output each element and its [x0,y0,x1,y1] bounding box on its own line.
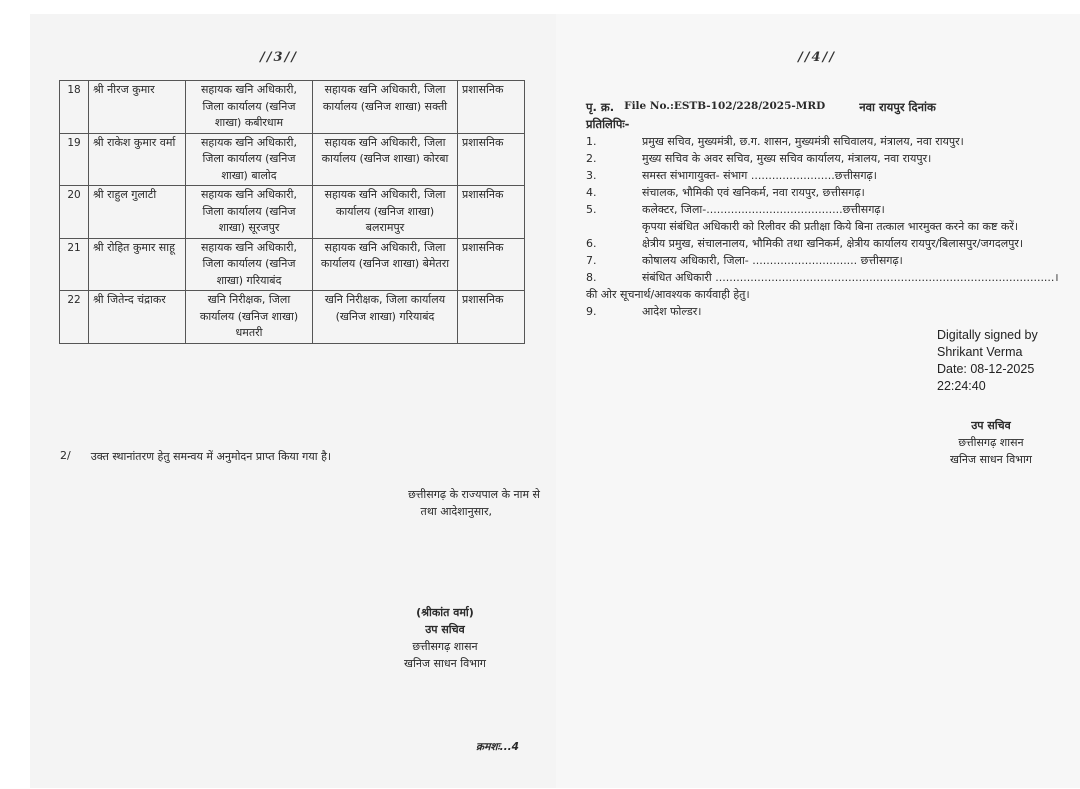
note-number: 2/ [60,449,71,462]
copy-to-list [586,133,1070,320]
continued-marker: क्रमशः...4 [476,741,519,753]
copy-list-item [586,218,1070,235]
copy-list-item [586,269,1070,286]
copy-item-number: 7. [586,254,597,267]
to-post-cell: सहायक खनि अधिकारी, जिला कार्यालय (खनिज शाखा) सक्ती [313,81,458,134]
copy-item-text: आदेश फोल्डर। [642,305,702,318]
governor-line-2: तथा आदेशानुसार, [420,505,492,518]
approval-note [60,449,331,464]
copy-list-item [586,150,1070,167]
copy-item-number: 2. [586,152,597,165]
copy-item-number: 1. [586,135,597,148]
copy-item-text: मुख्य सचिव के अवर सचिव, मुख्य सचिव कार्यालय, मंत्रालय, नवा रायपुर। [642,152,932,165]
note-text: उक्त स्थानांतरण हेतु समन्वय में अनुमोदन प्राप्त किया गया है। [90,450,332,463]
copy-item-number: 5. [586,203,597,216]
copy-item-number: 3. [586,169,597,182]
serial-cell: 18 [60,81,89,134]
document-page-4 [556,14,1080,788]
to-post-cell: खनि निरीक्षक, जिला कार्यालय (खनिज शाखा) गरियाबंद [313,291,458,344]
governor-line-1: छत्तीसगढ़ के राज्यपाल के नाम से [408,488,540,501]
copy-list-item [586,303,1070,320]
file-number: File No.:ESTB-102/228/2025-MRD [624,100,826,112]
from-post-cell: सहायक खनि अधिकारी, जिला कार्यालय (खनिज शाखा) गरियाबंद [186,238,313,291]
from-post-cell: सहायक खनि अधिकारी, जिला कार्यालय (खनिज शाखा) कबीरधाम [186,81,313,134]
officer-title: उप सचिव [425,623,465,636]
copy-list-item [586,201,1070,218]
page-number: //4// [798,50,837,65]
copy-list-item [586,133,1070,150]
name-cell: श्री जितेन्द चंद्राकर [89,291,186,344]
table-row [60,81,525,134]
from-post-cell: खनि निरीक्षक, जिला कार्यालय (खनिज शाखा) धमतरी [186,291,313,344]
officer-title: उप सचिव [971,419,1011,432]
transfer-type-cell: प्रशासनिक [458,133,525,186]
transfer-type-cell: प्रशासनिक [458,238,525,291]
officer-govt: छत्तीसगढ़ शासन [958,436,1024,449]
reference-line [586,100,1066,115]
ref-place-date: नवा रायपुर दिनांक [859,100,936,114]
copy-item-number: 9. [586,305,597,318]
copy-item-text: कृपया संबंधित अधिकारी को रिलीवर की प्रतीक्षा किये बिना तत्काल भारमुक्त करने का कष्ट करें। [642,220,1019,233]
copy-item-number: 8. [586,271,597,284]
dsig-line-3: Date: 08-12-2025 [937,362,1035,376]
copy-list-item [586,184,1070,201]
copy-item-text: क्षेत्रीय प्रमुख, संचालनालय, भौमिकी तथा खनिकर्म, क्षेत्रीय कार्यालय रायपुर/बिलासपुर/जगदलपुर। [642,237,1024,250]
copy-item-text: संचालक, भौमिकी एवं खनिकर्म, नवा रायपुर, छत्तीसगढ़। [642,186,865,199]
transfer-table [59,80,525,344]
serial-cell: 21 [60,238,89,291]
page-number: //3// [260,50,299,65]
name-cell: श्री नीरज कुमार [89,81,186,134]
governor-order-block [350,486,540,520]
table-row [60,133,525,186]
document-page-3 [30,14,558,788]
serial-cell: 20 [60,186,89,239]
to-post-cell: सहायक खनि अधिकारी, जिला कार्यालय (खनिज शाखा) बेमेतरा [313,238,458,291]
ref-prefix: पृ. क्र. [586,100,615,114]
dsig-line-1: Digitally signed by [937,328,1038,342]
table-row [60,291,525,344]
copy-item-text: कोषालय अधिकारी, जिला- .............................. छत्तीसगढ़। [642,254,903,267]
officer-signature-block [906,417,1076,468]
copy-item-number [586,218,642,235]
officer-govt: छत्तीसगढ़ शासन [412,640,478,653]
copy-to-heading: प्रतिलिपिः- [586,117,630,131]
copy-list-item [586,252,1070,269]
copy-item-text: कलेक्टर, जिला-.......................................छत्तीसगढ़। [642,203,885,216]
transfer-type-cell: प्रशासनिक [458,81,525,134]
to-post-cell: सहायक खनि अधिकारी, जिला कार्यालय (खनिज शाखा) कोरबा [313,133,458,186]
digital-signature [937,327,1038,395]
officer-dept: खनिज साधन विभाग [949,453,1032,466]
transfer-type-cell: प्रशासनिक [458,186,525,239]
from-post-cell: सहायक खनि अधिकारी, जिला कार्यालय (खनिज शाखा) बालोद [186,133,313,186]
copy-item-number: 6. [586,237,597,250]
table-row [60,238,525,291]
copy-list-item [586,235,1070,252]
name-cell: श्री रोहित कुमार साहू [89,238,186,291]
copy-item-number: 4. [586,186,597,199]
name-cell: श्री राहुल गुलाटी [89,186,186,239]
serial-cell: 22 [60,291,89,344]
name-cell: श्री राकेश कुमार वर्मा [89,133,186,186]
serial-cell: 19 [60,133,89,186]
officer-dept: खनिज साधन विभाग [403,657,486,670]
dsig-line-4: 22:24:40 [937,379,986,393]
table-row [60,186,525,239]
officer-signature-block [360,604,530,672]
dsig-line-2: Shrikant Verma [937,345,1023,359]
purpose-line: की ओर सूचनार्थ/आवश्यक कार्यवाही हेतु। [586,288,750,301]
copy-item-text: समस्त संभागायुक्त- संभाग ........................छत्तीसगढ़। [642,169,877,182]
officer-name: (श्रीकांत वर्मा) [416,606,474,619]
transfer-type-cell: प्रशासनिक [458,291,525,344]
copy-item-text: संबंधित अधिकारी .................................................................................................। [642,271,1059,284]
to-post-cell: सहायक खनि अधिकारी, जिला कार्यालय (खनिज शाखा) बलरामपुर [313,186,458,239]
copy-item-text: प्रमुख सचिव, मुख्यमंत्री, छ.ग. शासन, मुख्यमंत्री सचिवालय, मंत्रालय, नवा रायपुर। [642,135,964,148]
from-post-cell: सहायक खनि अधिकारी, जिला कार्यालय (खनिज शाखा) सूरजपुर [186,186,313,239]
copy-list-item [586,167,1070,184]
